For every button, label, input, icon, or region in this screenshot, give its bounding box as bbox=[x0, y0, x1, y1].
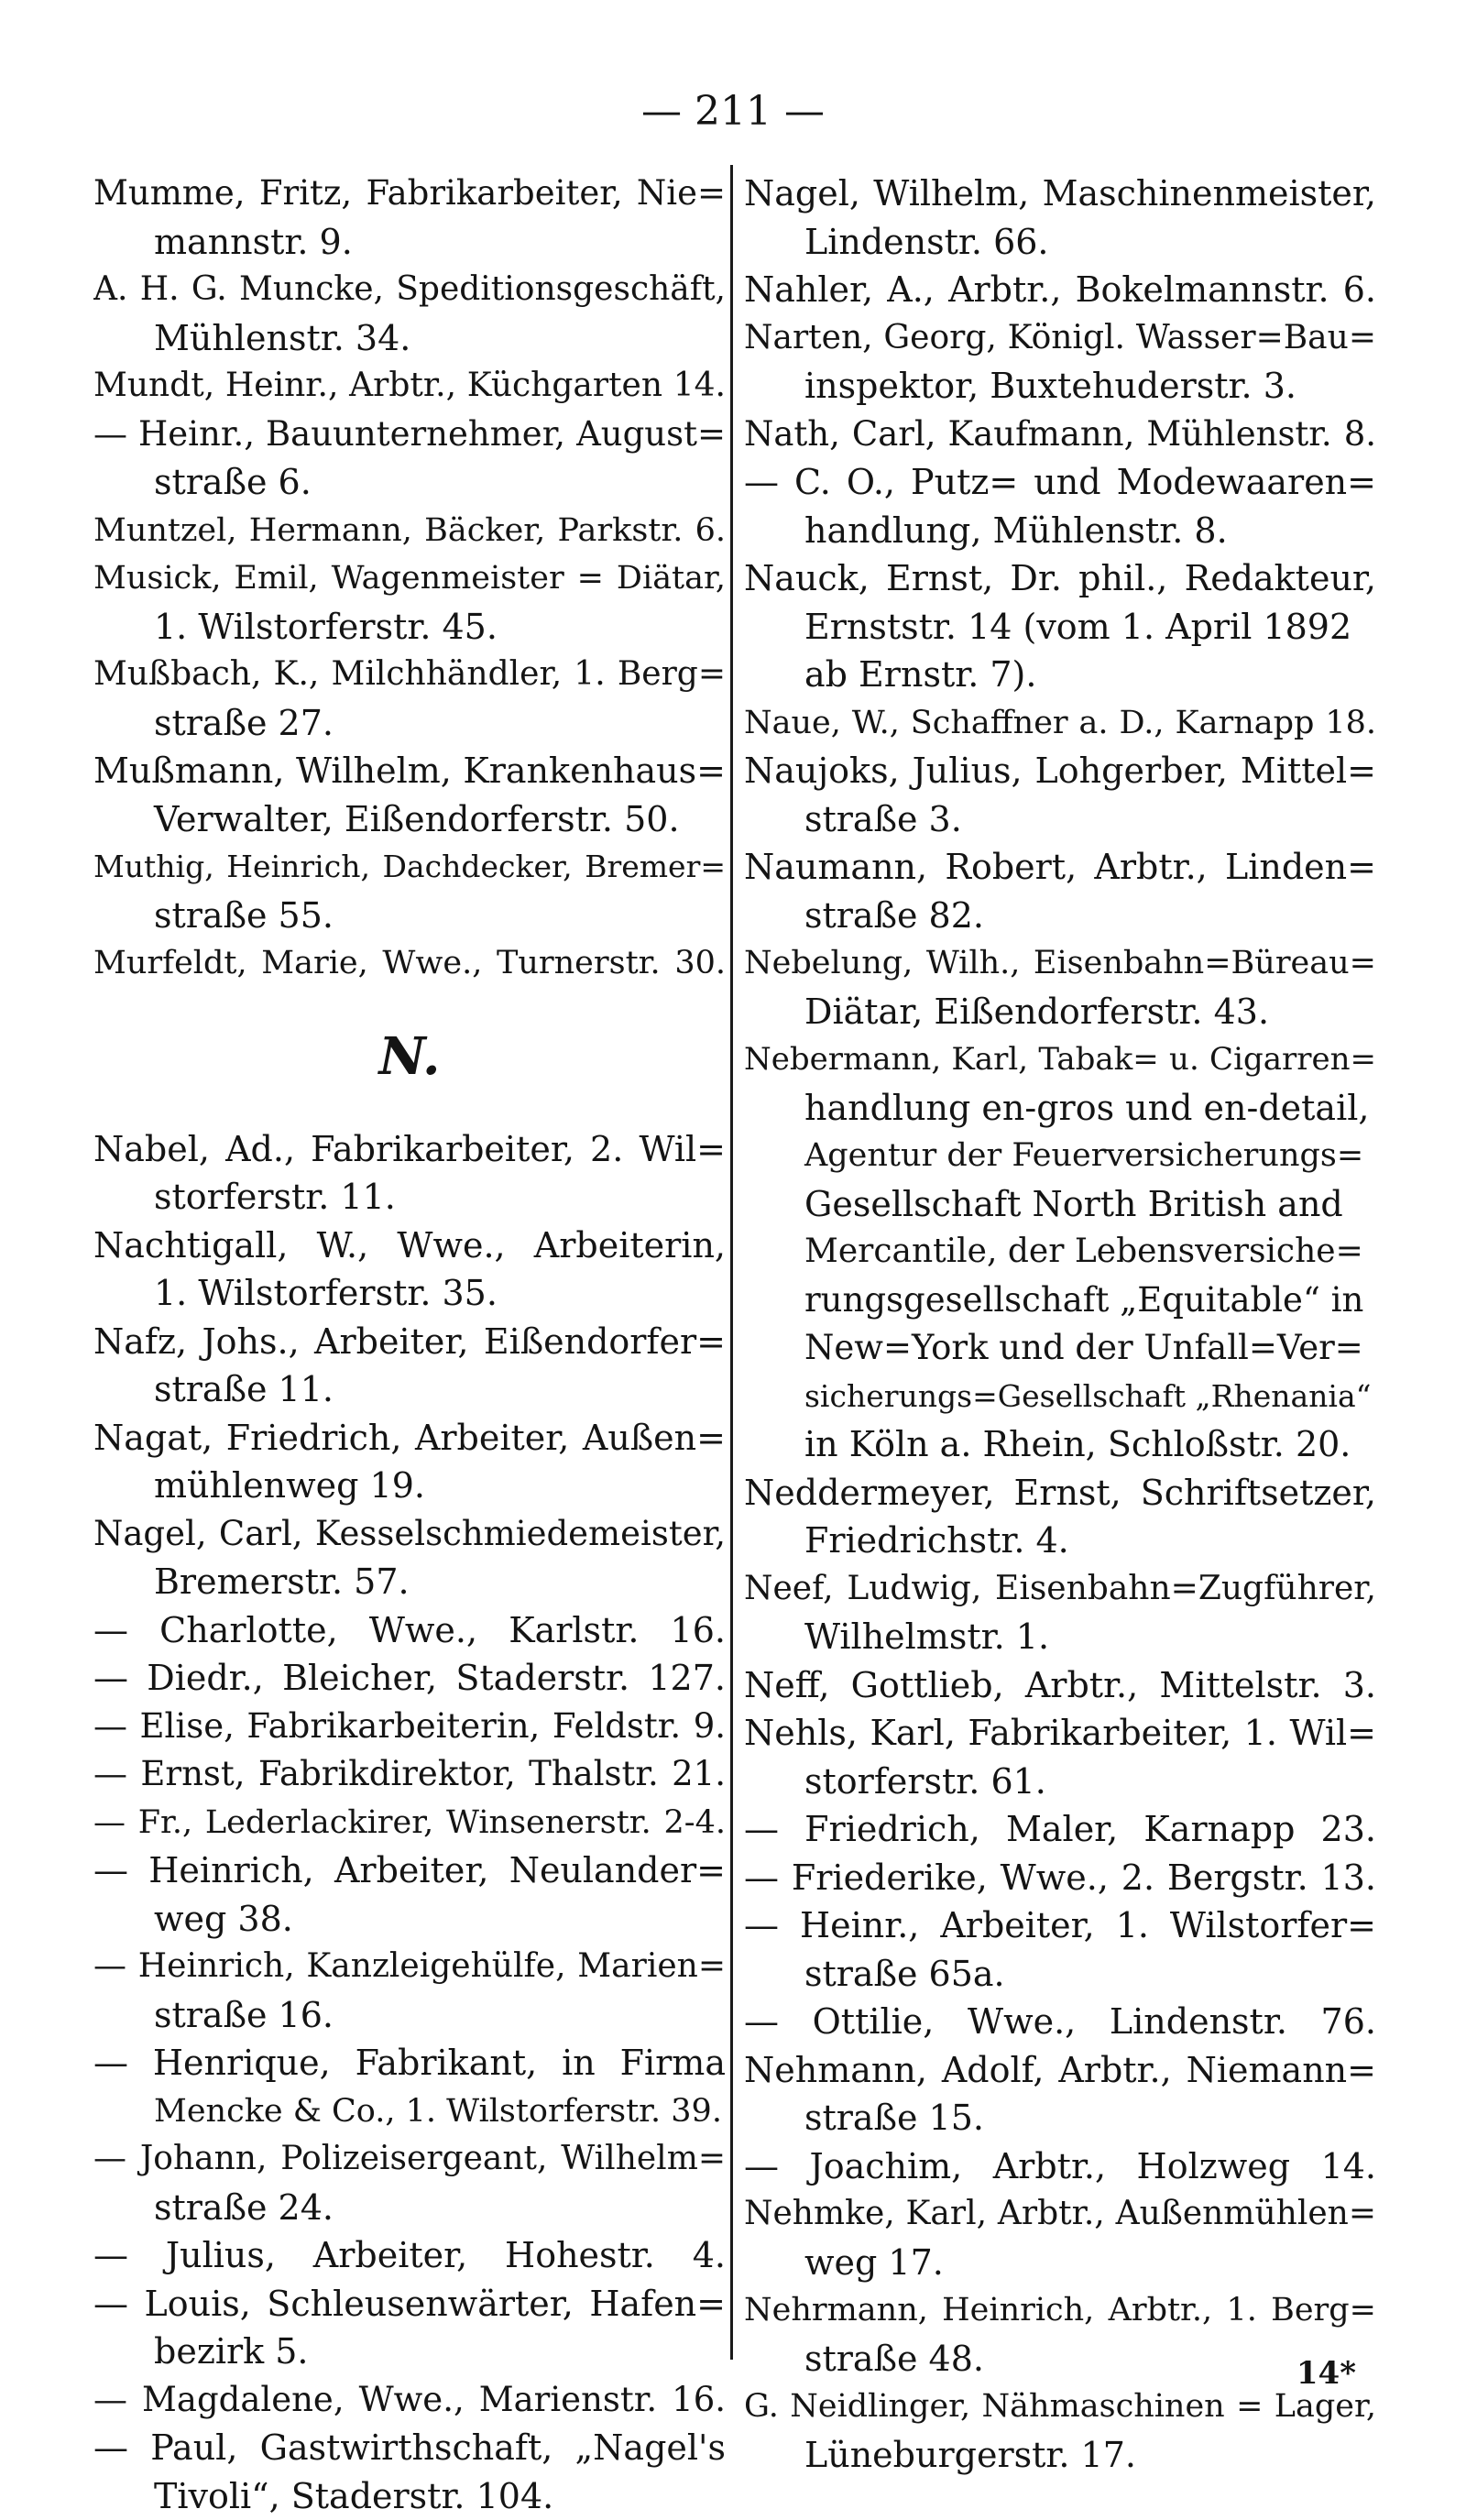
entry-line: Neddermeyer, Ernst, Schriftsetzer, bbox=[744, 1469, 1376, 1517]
entry-continuation-line: 1. Wilstorferstr. 45. bbox=[93, 603, 726, 652]
entry-line: — Fr., Lederlackirer, Winsenerstr. 2-4. bbox=[93, 1799, 726, 1847]
entry-line: — Diedr., Bleicher, Staderstr. 127. bbox=[93, 1654, 726, 1703]
entry-line: Nagel, Carl, Kesselschmiedemeister, bbox=[93, 1510, 726, 1559]
directory-entry bbox=[744, 170, 1376, 266]
entry-continuation-line: bezirk 5. bbox=[93, 2328, 726, 2376]
entry-line: Naumann, Robert, Arbtr., Linden= bbox=[744, 843, 1376, 892]
directory-entry bbox=[93, 1606, 726, 1655]
directory-entry bbox=[93, 2135, 726, 2231]
entry-line: Mußbach, K., Milchhändler, 1. Berg= bbox=[93, 651, 726, 699]
entry-line: — Ottilie, Wwe., Lindenstr. 76. bbox=[744, 1998, 1376, 2046]
entry-continuation-line: ab Ernstr. 7). bbox=[744, 651, 1376, 699]
entry-continuation-line: straße 55. bbox=[93, 892, 726, 940]
entry-continuation-line: inspektor, Buxtehuderstr. 3. bbox=[744, 362, 1376, 411]
directory-entry bbox=[93, 1125, 726, 1222]
directory-entry bbox=[93, 843, 726, 939]
entry-line: Nehmann, Adolf, Arbtr., Niemann= bbox=[744, 2046, 1376, 2095]
entry-line: Nagel, Wilhelm, Maschinenmeister, bbox=[744, 170, 1376, 218]
entry-line: Mußmann, Wilhelm, Krankenhaus= bbox=[93, 747, 726, 795]
entry-line: Narten, Georg, Königl. Wasser=Bau= bbox=[744, 314, 1376, 363]
entry-continuation-line: New=York und der Unfall=Ver= bbox=[744, 1324, 1376, 1373]
entry-line: Nahler, A., Arbtr., Bokelmannstr. 6. bbox=[744, 266, 1376, 314]
entry-continuation-line: straße 82. bbox=[744, 892, 1376, 940]
entry-continuation-line: handlung, Mühlenstr. 8. bbox=[744, 507, 1376, 555]
entry-continuation-line: Lindenstr. 66. bbox=[744, 218, 1376, 267]
entry-continuation-line: weg 38. bbox=[93, 1895, 726, 1944]
directory-entry bbox=[93, 1318, 726, 1414]
entry-continuation-line: straße 6. bbox=[93, 458, 726, 507]
directory-entry bbox=[93, 1654, 726, 1703]
directory-entry bbox=[93, 1510, 726, 1606]
entry-continuation-line: sicherungs=Gesellschaft „Rhenania“ bbox=[744, 1373, 1376, 1421]
entry-line: — Joachim, Arbtr., Holzweg 14. bbox=[744, 2142, 1376, 2191]
entry-line: — Heinr., Arbeiter, 1. Wilstorfer= bbox=[744, 1901, 1376, 1950]
entry-line: — Elise, Fabrikarbeiterin, Feldstr. 9. bbox=[93, 1703, 726, 1751]
entry-continuation-line: mannstr. 9. bbox=[93, 218, 726, 267]
entry-continuation-line: Lüneburgerstr. 17. bbox=[744, 2431, 1376, 2480]
entry-continuation-line: 1. Wilstorferstr. 35. bbox=[93, 1269, 726, 1318]
entry-continuation-line: handlung en-gros und en-detail, bbox=[744, 1084, 1376, 1133]
entry-line: — Heinrich, Kanzleigehülfe, Marien= bbox=[93, 1943, 726, 1991]
entry-continuation-line: Diätar, Eißendorferstr. 43. bbox=[744, 988, 1376, 1036]
directory-entry bbox=[93, 1799, 726, 1847]
directory-entry bbox=[744, 1709, 1376, 1805]
entry-continuation-line: Verwalter, Eißendorferstr. 50. bbox=[93, 795, 726, 844]
entry-line: Murfeldt, Marie, Wwe., Turnerstr. 30. bbox=[93, 939, 726, 988]
directory-entry bbox=[744, 266, 1376, 314]
entry-continuation-line: straße 65a. bbox=[744, 1950, 1376, 1999]
entry-line: Nabel, Ad., Fabrikarbeiter, 2. Wil= bbox=[93, 1125, 726, 1174]
entry-continuation-line: straße 3. bbox=[744, 795, 1376, 844]
entry-line: Naujoks, Julius, Lohgerber, Mittel= bbox=[744, 747, 1376, 795]
entry-line: Naue, W., Schaffner a. D., Karnapp 18. bbox=[744, 699, 1376, 748]
directory-entry bbox=[93, 2280, 726, 2376]
entry-line: Muntzel, Hermann, Bäcker, Parkstr. 6. bbox=[93, 507, 726, 555]
directory-entry bbox=[93, 507, 726, 555]
entry-continuation-line: Mencke & Co., 1. Wilstorferstr. 39. bbox=[93, 2087, 726, 2136]
directory-entry bbox=[744, 1035, 1376, 1469]
directory-entry bbox=[93, 651, 726, 747]
entry-line: Nafz, Johs., Arbeiter, Eißendorfer= bbox=[93, 1318, 726, 1366]
directory-entry bbox=[93, 1703, 726, 1751]
entry-continuation-line: straße 48. bbox=[744, 2335, 1376, 2383]
entry-line: — Ernst, Fabrikdirektor, Thalstr. 21. bbox=[93, 1750, 726, 1799]
entry-continuation-line: straße 16. bbox=[93, 1991, 726, 2040]
right-column bbox=[744, 170, 1376, 2479]
entry-line: — Heinrich, Arbeiter, Neulander= bbox=[93, 1846, 726, 1895]
directory-entry bbox=[93, 1846, 726, 1943]
directory-entry bbox=[93, 2039, 726, 2135]
directory-entry bbox=[93, 747, 726, 843]
entry-line: Nath, Carl, Kaufmann, Mühlenstr. 8. bbox=[744, 411, 1376, 459]
entries-n-continued bbox=[744, 170, 1376, 2479]
directory-entry bbox=[93, 411, 726, 507]
directory-entry bbox=[744, 2190, 1376, 2286]
entry-line: — Heinr., Bauunternehmer, August= bbox=[93, 411, 726, 459]
entry-continuation-line: Ernststr. 14 (vom 1. April 1892 bbox=[744, 603, 1376, 652]
entry-line: Nehls, Karl, Fabrikarbeiter, 1. Wil= bbox=[744, 1709, 1376, 1758]
directory-entry bbox=[93, 170, 726, 266]
entry-line: — C. O., Putz= und Modewaaren= bbox=[744, 458, 1376, 507]
entry-line: Mumme, Fritz, Fabrikarbeiter, Nie= bbox=[93, 170, 726, 218]
directory-entry bbox=[93, 939, 726, 988]
entry-line: Nehrmann, Heinrich, Arbtr., 1. Berg= bbox=[744, 2286, 1376, 2335]
directory-entry bbox=[93, 1943, 726, 2039]
entry-line: — Paul, Gastwirthschaft, „Nagel's bbox=[93, 2424, 726, 2472]
section-heading-n: N. bbox=[93, 988, 726, 1125]
directory-entry bbox=[744, 699, 1376, 748]
entry-continuation-line: Mercantile, der Lebensversiche= bbox=[744, 1228, 1376, 1276]
entry-continuation-line: in Köln a. Rhein, Schloßstr. 20. bbox=[744, 1420, 1376, 1469]
entries-m bbox=[93, 170, 726, 988]
directory-entry bbox=[744, 1901, 1376, 1998]
directory-entry bbox=[93, 2231, 726, 2280]
directory-entry bbox=[744, 1469, 1376, 1565]
entry-line: — Louis, Schleusenwärter, Hafen= bbox=[93, 2280, 726, 2328]
entry-continuation-line: rungsgesellschaft „Equitable“ in bbox=[744, 1276, 1376, 1325]
entry-line: Nagat, Friedrich, Arbeiter, Außen= bbox=[93, 1414, 726, 1463]
directory-entry bbox=[744, 2383, 1376, 2479]
directory-entry bbox=[744, 1565, 1376, 1661]
entry-continuation-line: Bremerstr. 57. bbox=[93, 1558, 726, 1606]
signature-mark: 14* bbox=[1296, 2350, 1356, 2396]
entry-line: — Magdalene, Wwe., Marienstr. 16. bbox=[93, 2376, 726, 2425]
directory-entry bbox=[93, 1414, 726, 1510]
entry-continuation-line: Tivoli“, Staderstr. 104. bbox=[93, 2472, 726, 2520]
entry-line: Nehmke, Karl, Arbtr., Außenmühlen= bbox=[744, 2190, 1376, 2239]
entry-continuation-line: storferstr. 11. bbox=[93, 1173, 726, 1222]
entry-continuation-line: storferstr. 61. bbox=[744, 1758, 1376, 1806]
entry-continuation-line: straße 15. bbox=[744, 2094, 1376, 2142]
entry-line: Nebelung, Wilh., Eisenbahn=Büreau= bbox=[744, 939, 1376, 988]
directory-entry bbox=[744, 1661, 1376, 1710]
column-divider bbox=[730, 165, 733, 2360]
directory-entry bbox=[93, 266, 726, 362]
entry-line: A. H. G. Muncke, Speditionsgeschäft, bbox=[93, 266, 726, 314]
entry-continuation-line: Friedrichstr. 4. bbox=[744, 1517, 1376, 1565]
directory-entry bbox=[93, 362, 726, 411]
directory-entry bbox=[744, 939, 1376, 1035]
entry-continuation-line: straße 27. bbox=[93, 699, 726, 748]
directory-entry bbox=[93, 1222, 726, 1318]
entry-line: Nebermann, Karl, Tabak= u. Cigarren= bbox=[744, 1035, 1376, 1084]
entry-continuation-line: Agentur der Feuerversicherungs= bbox=[744, 1132, 1376, 1180]
entry-line: Nauck, Ernst, Dr. phil., Redakteur, bbox=[744, 554, 1376, 603]
directory-entry bbox=[744, 2046, 1376, 2142]
entry-line: — Friedrich, Maler, Karnapp 23. bbox=[744, 1805, 1376, 1854]
directory-entry bbox=[744, 2142, 1376, 2191]
directory-entry bbox=[744, 1998, 1376, 2046]
directory-entry bbox=[744, 2286, 1376, 2383]
entry-line: Neef, Ludwig, Eisenbahn=Zugführer, bbox=[744, 1565, 1376, 1614]
entry-line: Neff, Gottlieb, Arbtr., Mittelstr. 3. bbox=[744, 1661, 1376, 1710]
directory-entry bbox=[744, 1854, 1376, 1902]
entry-line: — Johann, Polizeisergeant, Wilhelm= bbox=[93, 2135, 726, 2184]
entry-line: Musick, Emil, Wagenmeister = Diätar, bbox=[93, 554, 726, 603]
directory-entry bbox=[744, 747, 1376, 843]
entry-continuation-line: straße 11. bbox=[93, 1365, 726, 1414]
directory-entry bbox=[93, 1750, 726, 1799]
directory-entry bbox=[93, 554, 726, 651]
entry-line: — Henrique, Fabrikant, in Firma bbox=[93, 2039, 726, 2087]
directory-entry bbox=[744, 843, 1376, 939]
entry-line: — Friederike, Wwe., 2. Bergstr. 13. bbox=[744, 1854, 1376, 1902]
entries-n bbox=[93, 1125, 726, 2520]
directory-entry bbox=[93, 2376, 726, 2425]
entry-continuation-line: weg 17. bbox=[744, 2239, 1376, 2287]
entry-continuation-line: Gesellschaft North British and bbox=[744, 1180, 1376, 1229]
entry-line: Mundt, Heinr., Arbtr., Küchgarten 14. bbox=[93, 362, 726, 411]
directory-entry bbox=[744, 554, 1376, 699]
entry-line: — Charlotte, Wwe., Karlstr. 16. bbox=[93, 1606, 726, 1655]
entry-continuation-line: straße 24. bbox=[93, 2184, 726, 2232]
entry-continuation-line: Mühlenstr. 34. bbox=[93, 314, 726, 363]
entry-line: — Julius, Arbeiter, Hohestr. 4. bbox=[93, 2231, 726, 2280]
entry-line: Nachtigall, W., Wwe., Arbeiterin, bbox=[93, 1222, 726, 1270]
directory-entry bbox=[93, 2424, 726, 2520]
entry-line: G. Neidlinger, Nähmaschinen = Lager, bbox=[744, 2383, 1376, 2431]
directory-entry bbox=[744, 458, 1376, 554]
page-number: — 211 — bbox=[0, 84, 1466, 139]
entry-line: Muthig, Heinrich, Dachdecker, Bremer= bbox=[93, 843, 726, 892]
left-column bbox=[93, 170, 726, 2520]
directory-entry bbox=[744, 314, 1376, 411]
entry-continuation-line: mühlenweg 19. bbox=[93, 1462, 726, 1510]
entry-continuation-line: Wilhelmstr. 1. bbox=[744, 1613, 1376, 1661]
directory-entry bbox=[744, 411, 1376, 459]
directory-entry bbox=[744, 1805, 1376, 1854]
